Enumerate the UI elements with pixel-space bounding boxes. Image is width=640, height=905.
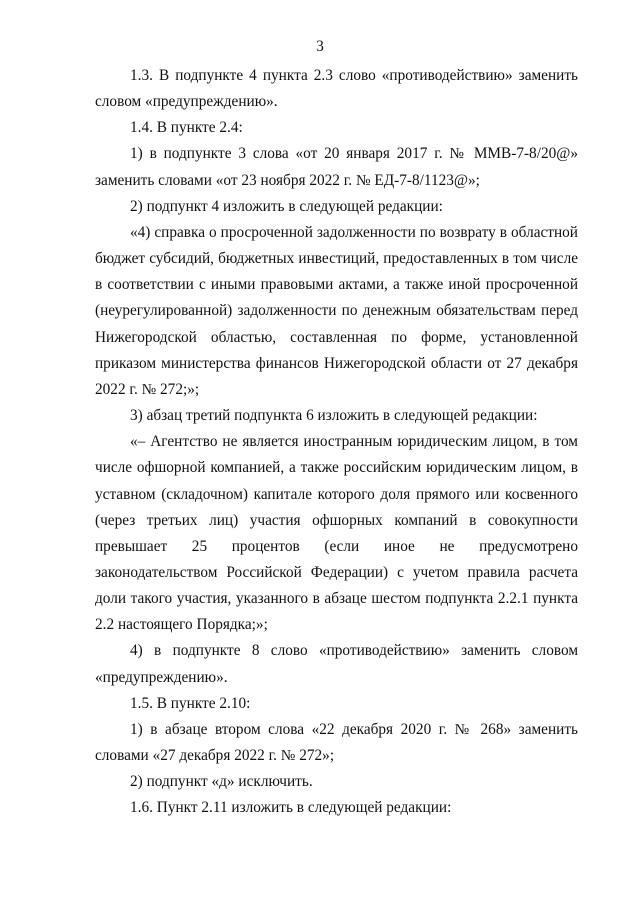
paragraph-1-4-item-2: 2) подпункт 4 изложить в следующей редакции: (130, 197, 443, 215)
paragraph-quote-item-4: «4) справка о просроченной задолженности по возврату в областной бюджет субсидий, бюджетных инвестиций, предоставленных в том числе в соответствии с иными правовыми актами, а также иной просроченной (неурегулированной) задолженности по денежным обязательствам перед Нижегородской областью, составленная по форме, установленной приказом министерства финансов Нижегородской области от 27 декабря 2022 г. № 272;»; (95, 223, 578, 398)
paragraph-1-5-item-2: 2) подпункт «д» исключить. (130, 773, 313, 791)
paragraph-quote-agency: «– Агентство не является иностранным юридическим лицом, в том числе офшорной компанией, а также российским юридическим лицом, в уставном (складочном) капитале которого доля прямого или косвенного (через третьих лиц) участия офшорных компаний в совокупности превышает 25 процентов (если иное не предусмотрено законодательством Российской Федерации) с учетом правила расчета доли такого участия, указанного в абзаце шестом подпункта 2.2.1 пункта 2.2 настоящего Порядка;»; (95, 433, 578, 634)
document-body (95, 63, 578, 822)
paragraph-1-5-item-1: 1) в абзаце втором слова «22 декабря 2020 г. № 268» заменить словами «27 декабря 2022 г. № 272»; (95, 720, 578, 765)
paragraph-1-6: 1.6. Пункт 2.11 изложить в следующей редакции: (130, 799, 452, 817)
paragraph-1-4-item-3: 3) абзац третий подпункта 6 изложить в следующей редакции: (130, 407, 538, 425)
paragraph-1-3: 1.3. В подпункте 4 пункта 2.3 слово «противодействию» заменить словом «предупреждению». (95, 67, 578, 111)
paragraph-1-5: 1.5. В пункте 2.10: (130, 694, 251, 712)
page-number: 3 (316, 38, 324, 55)
paragraph-1-4-item-1: 1) в подпункте 3 слова «от 20 января 2017 г. № ММВ-7-8/20@» заменить словами «от 23 ноября 2022 г. № ЕД-7-8/1123@»; (95, 145, 578, 189)
paragraph-1-4-item-4: 4) в подпункте 8 слово «противодействию» заменить словом «предупреждению». (95, 642, 578, 686)
paragraph-1-4: 1.4. В пункте 2.4: (130, 119, 243, 137)
